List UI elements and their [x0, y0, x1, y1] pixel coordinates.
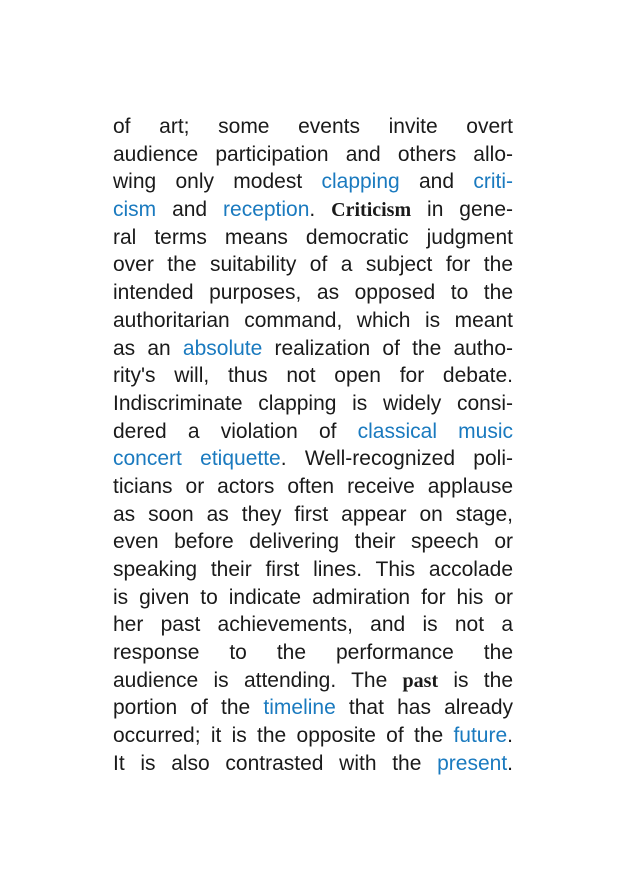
text-line: [113, 639, 513, 667]
text-line: [113, 473, 513, 501]
text-span: dered a violation of: [113, 419, 358, 443]
body-paragraph: [113, 113, 513, 778]
text-span: over the suitability of a subject for the: [113, 253, 513, 277]
text-line: [113, 251, 513, 279]
text-span: authoritarian command, which is meant: [113, 308, 513, 332]
text-span: rity's will, thus not open for debate.: [113, 364, 513, 388]
text-span: wing only modest: [113, 170, 322, 194]
text-span: is given to indicate admiration for his or: [113, 585, 513, 609]
text-span: speaking their first lines. This accolade: [113, 558, 513, 581]
hyperlink[interactable]: reception: [223, 198, 310, 222]
text-span: It is also contrasted with the: [113, 751, 438, 775]
text-span: as an: [113, 336, 183, 360]
text-line: [113, 445, 513, 473]
hyperlink[interactable]: cism: [113, 198, 157, 222]
text-line: [113, 335, 513, 363]
text-line: [113, 694, 513, 722]
bold-term: Criticism: [331, 199, 412, 222]
text-span: response to the performance the: [113, 641, 513, 665]
text-line: [113, 224, 513, 252]
text-span: in gene-: [411, 198, 513, 222]
text-line: [113, 418, 513, 446]
text-line: [113, 528, 513, 556]
text-line: [113, 362, 513, 390]
text-span: and: [399, 170, 474, 194]
text-line: [113, 279, 513, 307]
text-line: [113, 667, 513, 695]
hyperlink[interactable]: present: [437, 751, 508, 775]
text-span: audience participation and others allo-: [113, 142, 513, 166]
text-line: [113, 141, 513, 169]
hyperlink[interactable]: timeline: [263, 696, 336, 720]
text-span: is the: [438, 668, 514, 692]
text-span: even before delivering their speech or: [113, 530, 513, 554]
text-line: [113, 501, 513, 529]
bold-term: past: [402, 669, 439, 692]
text-span: her past achievements, and is not a: [113, 613, 513, 637]
text-span: .: [507, 724, 513, 748]
text-line: [113, 307, 513, 335]
text-line: [113, 611, 513, 639]
hyperlink[interactable]: classical music: [357, 419, 514, 443]
text-span: of art; some events invite overt: [113, 115, 513, 138]
text-span: that has already: [335, 696, 513, 720]
text-span: intended purposes, as opposed to the: [113, 281, 513, 305]
text-span: and: [156, 198, 224, 222]
text-span: occurred; it is the opposite of the: [113, 724, 454, 748]
text-span: ticians or actors often receive applause: [113, 474, 513, 498]
text-line: [113, 168, 513, 196]
text-line: [113, 390, 513, 418]
text-span: . Well-recognized poli-: [280, 447, 513, 471]
text-span: as soon as they first appear on stage,: [113, 502, 513, 526]
text-line: [113, 750, 513, 778]
text-line: [113, 196, 513, 224]
text-span: .: [507, 751, 513, 775]
text-line: [113, 584, 513, 612]
text-line: [113, 722, 513, 750]
text-span: portion of the: [113, 696, 264, 720]
hyperlink[interactable]: concert etiquette: [113, 447, 281, 471]
hyperlink[interactable]: future: [453, 724, 508, 748]
text-span: audience is attending. The: [113, 668, 403, 692]
text-line: [113, 113, 513, 141]
text-span: ral terms means democratic judgment: [113, 225, 513, 249]
hyperlink[interactable]: absolute: [182, 336, 263, 360]
text-span: .: [309, 198, 332, 222]
text-span: Indiscriminate clapping is widely consi-: [113, 391, 513, 415]
text-line: [113, 556, 513, 584]
hyperlink[interactable]: criti-: [473, 170, 513, 194]
text-span: realization of the autho-: [262, 336, 513, 360]
hyperlink[interactable]: clapping: [321, 170, 400, 194]
